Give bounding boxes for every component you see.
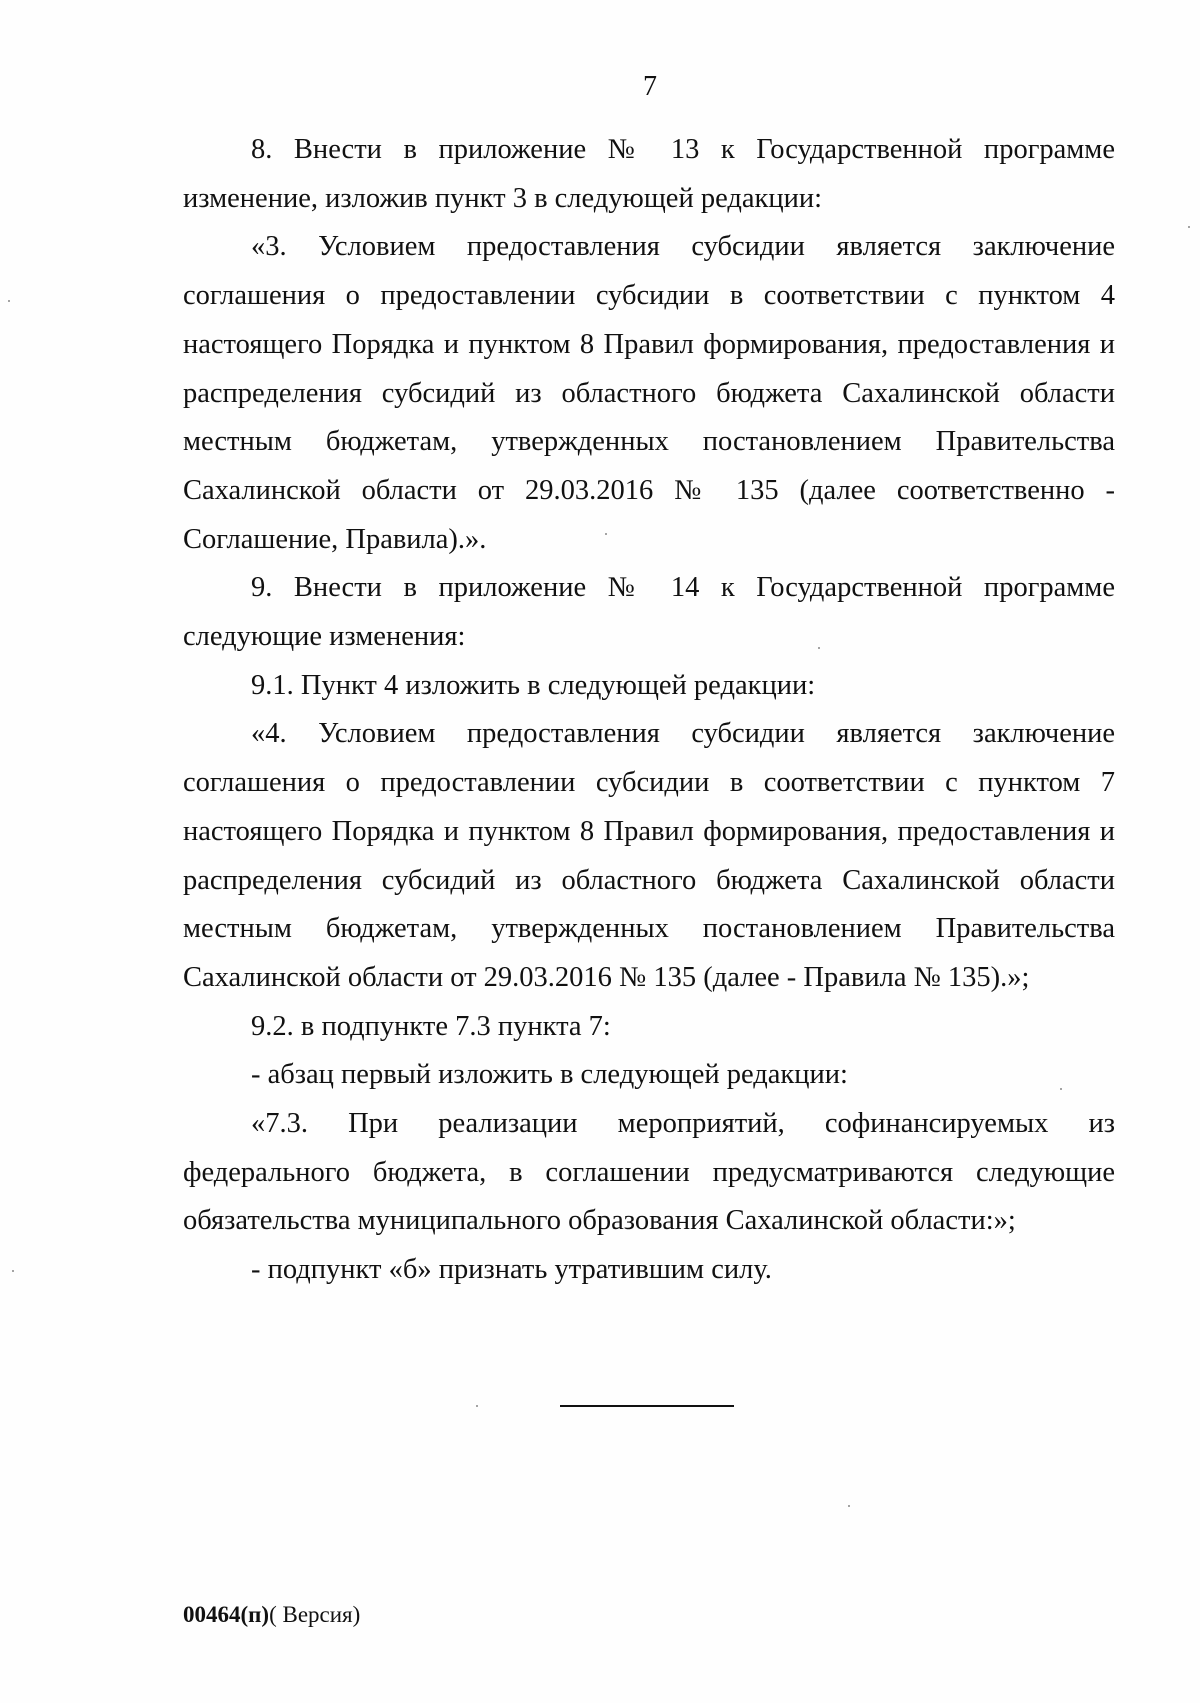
document-version: ( Версия): [269, 1602, 361, 1627]
scan-speck: [1060, 1088, 1062, 1090]
paragraph-9-2: 9.2. в подпункте 7.3 пункта 7:: [251, 1010, 611, 1042]
paragraph-8-quote: «3. Условием предоставления субсидии является заключение соглашения о предоставлении субсидии в соответствии с пунктом 4 настоящего Порядка и пунктом 8 Правил формирования, предоставления и распределения субсидий из областного бюджета Сахалинской области местным бюджетам, утвержденных постановлением Правительства Сахалинской области от 29.03.2016 № 135 (далее соответственно - Соглашение, Правила).».: [183, 231, 1115, 555]
scan-speck: [12, 1270, 14, 1272]
scan-speck: [848, 1505, 850, 1507]
paragraph-9-1-quote: «4. Условием предоставления субсидии является заключение соглашения о предоставлении субсидии в соответствии с пунктом 7 настоящего Порядка и пунктом 8 Правил формирования, предоставления и распределения субсидий из областного бюджета Сахалинской области местным бюджетам, утвержденных постановлением Правительства Сахалинской области от 29.03.2016 № 135 (далее - Правила № 135).»;: [183, 718, 1115, 993]
scan-speck: [605, 533, 607, 535]
paragraph-9-2-item-1: - абзац первый изложить в следующей редакции:: [251, 1059, 848, 1091]
paragraph-9: 9. Внести в приложение № 14 к Государственной программе следующие изменения:: [183, 572, 1115, 653]
end-divider-line: [560, 1405, 734, 1407]
paragraph-8: 8. Внести в приложение № 13 к Государственной программе изменение, изложив пункт 3 в следующей редакции:: [183, 134, 1115, 214]
paragraph-9-2-item-2: - подпункт «б» признать утратившим силу.: [251, 1254, 772, 1286]
scan-speck: [1188, 226, 1190, 228]
document-code: 00464(п): [183, 1602, 270, 1627]
document-body: [183, 126, 1115, 1295]
scan-speck: [476, 1405, 478, 1407]
document-footer: [183, 1601, 360, 1629]
scan-speck: [8, 300, 10, 302]
paragraph-9-1: 9.1. Пункт 4 изложить в следующей редакции:: [251, 669, 816, 701]
page-number: 7: [643, 71, 657, 102]
scan-speck: [818, 647, 820, 649]
paragraph-9-2-quote: «7.3. При реализации мероприятий, софинансируемых из федерального бюджета, в соглашении предусматриваются следующие обязательства муниципального образования Сахалинской области:»;: [183, 1108, 1115, 1237]
